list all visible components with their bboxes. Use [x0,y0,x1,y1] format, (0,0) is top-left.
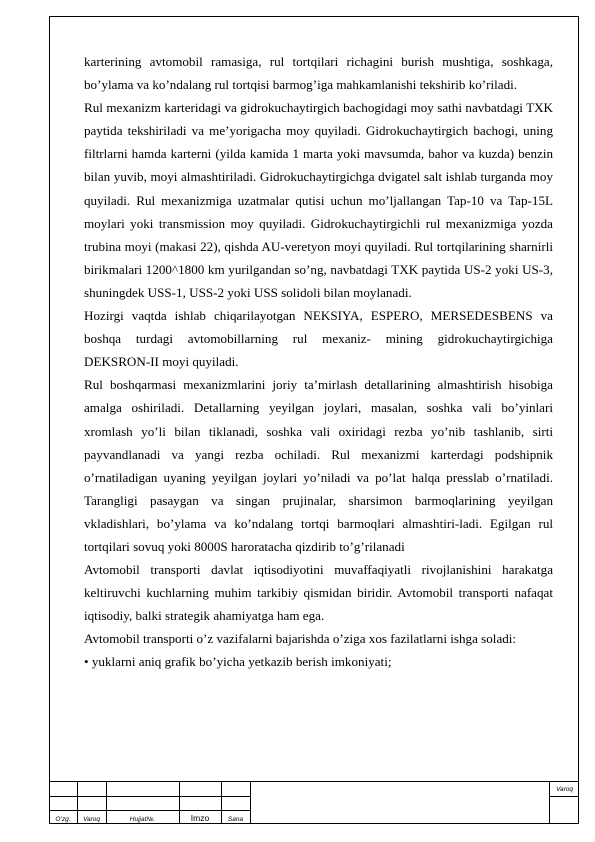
document-body [84,50,553,674]
bullet-item: • yuklarni aniq grafik bo’yicha yetkazib berish imkoniyati; [84,654,392,670]
sheet-divider [550,796,579,797]
sheet-number-cell [549,782,579,824]
paragraph-1: karterining avtomobil ramasiga, rul tortqilari richagini burish mushtiga, soshkaga, bo’ylama va ko’ndalang rul tortqisi barmog’iga mahkamlanishi tekshirib ko’riladi. [84,54,553,93]
paragraph-2: Rul mexanizm karteridagi va gidrokuchaytirgich bachogidagi moy sathi navbatdagi TXK paytida tekshiriladi va me’yorigacha moy quyiladi. Gidrokuchaytirgich bachogi, uning filtrlarni hamda karterni (yilda kamida 1 marta yoki mavsumda, bahor va kuzda) benzin bilan yuvib, moyi almashtiriladi. Gidrokuchaytirgichga dvigatel salt ishlab turganda moy quyiladi. Rul mexanizmiga uzatmalar qutisi uchun mo’ljallangan Tap-10 va Tap-15L moylari yoki transmission moy quyiladi. Gidrokuchaytirgichli rul mexanizmiga yozda trubina moyi (makasi 22), qishda AU-veretyon moyi quyiladi. Rul tortqilarining sharnirli birikmalari 1200^1800 km yurilgandan so’ng, navbatdagi TXK paytida US-2 yoki US-3, shuningdek USS-1, USS-2 yoki USS solidoli bilan moylanadi. [84,100,553,300]
stamp-label-varoq: Varoq [82,816,101,823]
stamp-col-divider [250,782,251,824]
stamp-label-sana: Sana [227,816,244,823]
stamp-label-hujjat: Hujjat№. [129,816,156,823]
stamp-label-ozg: O’zg. [55,816,71,823]
paragraph-6: Avtomobil transporti o’z vazifalarni bajarishda o’ziga xos fazilatlarni ishga soladi: [84,631,517,647]
title-block [49,781,579,824]
paragraph-5: Avtomobil transporti davlat iqtisodiyotini muvaffaqiyatli rivojlanishini harakatga keltiruvchi kuchlarning muhim tarkibiy qismidan biridir. Avtomobil transporti nafaqat iqtisodiy, balki strategik ahamiyatga ham ega. [84,562,553,624]
paragraph-4: Rul boshqarmasi mexanizmlarini joriy ta’mirlash detallarining almashtirish hisobiga amalga oshiriladi. Detallarning yeyilgan joylari, masalan, soshka vali bo’yinlari xromlash yo’li bilan tiklanadi, soshka vali oxiridagi rezba yo’nib tashlanib, sirti payvandlanadi va yangi rezba ochiladi. Rul mexanizmi karterdagi podshipnik o’rnatiladigan uyaning yeyilgan joylari yo’niladi va po’lat halqa presslab o’rnatiladi. Tarangligi pasaygan va singan prujinalar, sharsimon barmoqlarining yeyilgan vkladishlari, bo’ylama va ko’ndalang tortqi barmoqlari almashtiri-ladi. Egilgan rul tortqilari sovuq yoki 8000S haroratacha qizdirib to’g’rilanadi [84,377,553,554]
sheet-label: Varoq [555,786,574,793]
stamp-row-divider [49,810,250,811]
stamp-row-divider [49,796,250,797]
paragraph-3: Hozirgi vaqtda ishlab chiqarilayotgan NEKSIYA, ESPERO, MERSEDESBENS va boshqa turdagi avtomobillarning rul mexaniz- mining gidrokuchaytirgichiga DEKSRON-II moyi quyiladi. [84,308,553,370]
stamp-label-imzo: Imzo [190,813,210,823]
